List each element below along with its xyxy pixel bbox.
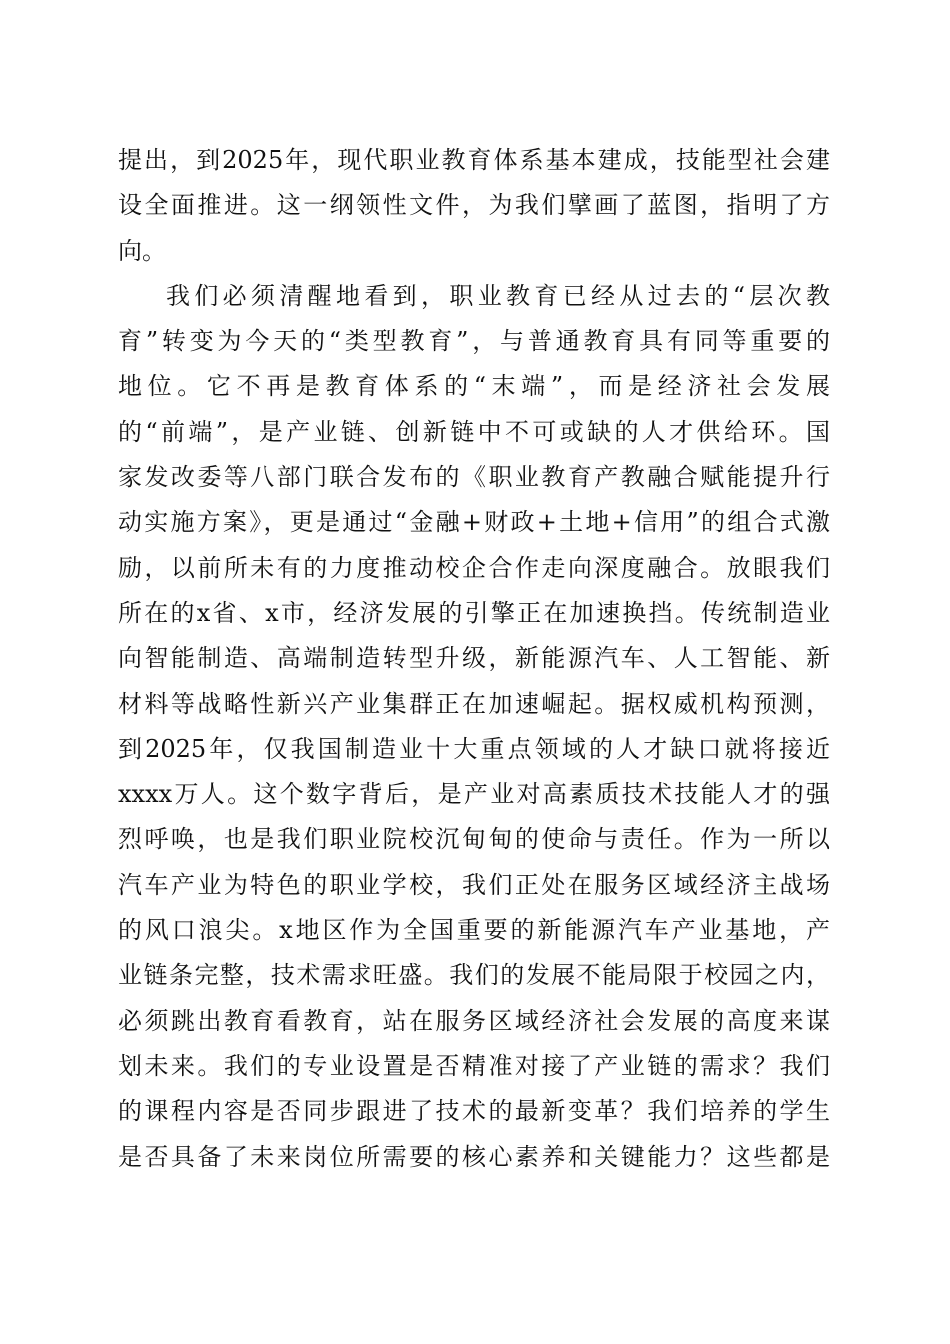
text-line: 烈呼唤，也是我们职业院校沉甸甸的使命与责任。作为一所以 [118, 825, 830, 854]
text-line: 提出，到2025年，现代职业教育体系基本建成，技能型社会建 [118, 146, 830, 174]
text-line: 动实施方案》，更是通过“金融+财政+土地+信用”的组合式激 [118, 508, 830, 537]
text-line: 向智能制造、高端制造转型升级，新能源汽车、人工智能、新 [118, 644, 830, 673]
text-line: 业链条完整，技术需求旺盛。我们的发展不能局限于校园之内， [118, 961, 830, 990]
text-line: 的“前端”，是产业链、创新链中不可或缺的人才供给环。国 [118, 417, 830, 446]
text-line: 划未来。我们的专业设置是否精准对接了产业链的需求？我们 [118, 1051, 830, 1080]
text-line: 的课程内容是否同步跟进了技术的最新变革？我们培养的学生 [118, 1097, 830, 1126]
paragraph-first-line: 我们必须清醒地看到，职业教育已经从过去的“层次教 [166, 281, 830, 310]
text-line: 设全面推进。这一纲领性文件，为我们擘画了蓝图，指明了方 [118, 191, 830, 220]
text-line: 励，以前所未有的力度推动校企合作走向深度融合。放眼我们 [118, 553, 830, 582]
text-line: 所在的x省、x市，经济发展的引擎正在加速换挡。传统制造业 [118, 598, 830, 627]
text-line: 向。 [118, 236, 166, 265]
text-line: 是否具备了未来岗位所需要的核心素养和关键能力？这些都是 [118, 1142, 830, 1171]
body-text [118, 138, 830, 1180]
text-line: 家发改委等八部门联合发布的《职业教育产教融合赋能提升行 [118, 463, 830, 492]
text-line: 材料等战略性新兴产业集群正在加速崛起。据权威机构预测， [118, 689, 830, 718]
text-line: xxxx万人。这个数字背后，是产业对高素质技术技能人才的强 [118, 780, 830, 809]
text-line: 地位。它不再是教育体系的“末端”，而是经济社会发展 [118, 372, 830, 401]
text-line: 到2025年，仅我国制造业十大重点领域的人才缺口就将接近 [118, 734, 830, 763]
text-line: 育”转变为今天的“类型教育”，与普通教育具有同等重要的 [118, 327, 830, 356]
text-line: 汽车产业为特色的职业学校，我们正处在服务区域经济主战场 [118, 870, 830, 899]
text-line: 必须跳出教育看教育，站在服务区域经济社会发展的高度来谋 [118, 1006, 830, 1035]
text-line: 的风口浪尖。x地区作为全国重要的新能源汽车产业基地，产 [118, 916, 830, 945]
